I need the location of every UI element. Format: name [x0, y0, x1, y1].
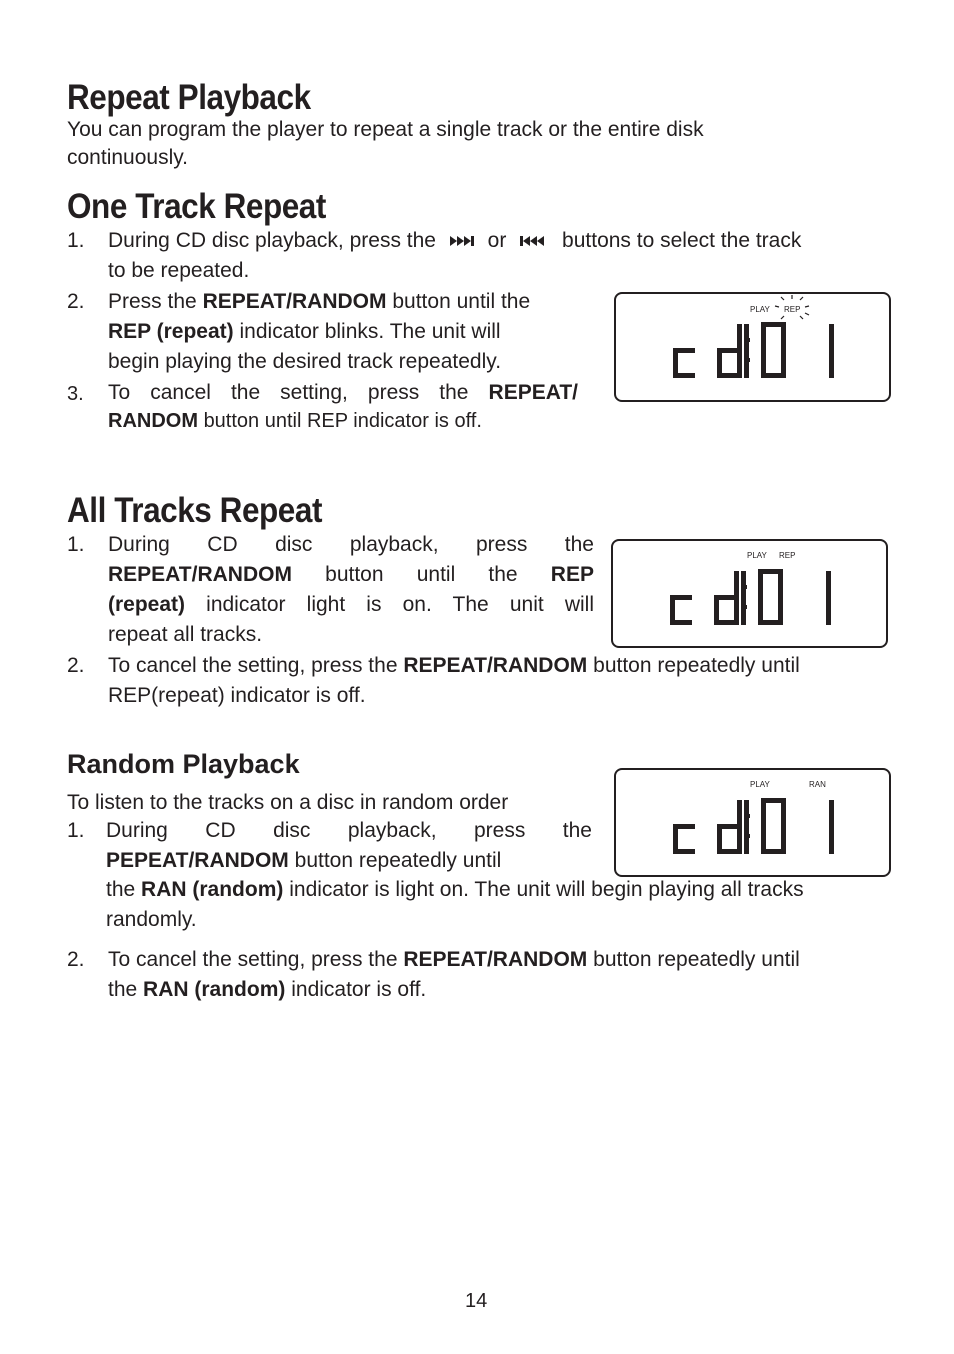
step-number: 1. [67, 229, 85, 252]
step-number: 3. [67, 383, 84, 405]
random-step2: To cancel the setting, press the REPEAT/RANDOM button repeatedly until the RAN (random) indicator is off. [108, 948, 800, 1001]
lcd-readout [616, 294, 889, 400]
all-tracks-step1: During CD disc playback, press the REPEAT/RANDOM button until the REP (repeat) indicator light is on. The unit will repeat all tracks. [108, 533, 594, 646]
skip-next-icon [448, 234, 476, 248]
rep-indicator: REP [779, 551, 796, 560]
step-number: 1. [67, 533, 85, 556]
random-playback-heading: Random Playback [67, 749, 300, 779]
random-step1-cont: the RAN (random) indicator is light on. The unit will begin playing all tracks randomly. [106, 878, 804, 931]
lcd-display-rep [611, 539, 888, 648]
step-text: During CD disc playback, press the [108, 229, 436, 252]
play-indicator: PLAY [747, 551, 767, 560]
one-track-repeat-heading: One Track Repeat [67, 187, 326, 226]
step-number: 2. [67, 654, 85, 677]
lcd-display-rep-blink [614, 292, 891, 402]
step-number: 2. [67, 290, 85, 313]
repeat-intro [67, 115, 907, 173]
step-text: buttons to select the track [562, 229, 802, 252]
one-track-step1-cont: to be repeated. [108, 259, 250, 282]
skip-previous-icon [518, 234, 546, 248]
step-number: 2. [67, 948, 85, 971]
lcd-readout [616, 770, 889, 875]
random-intro: To listen to the tracks on a disc in random order [67, 791, 509, 814]
rep-indicator: REP [784, 305, 801, 314]
repeat-intro-line2: continuously. [67, 146, 189, 169]
step-number: 1. [67, 819, 85, 842]
page-number: 14 [465, 1290, 488, 1312]
play-indicator: PLAY [750, 780, 770, 789]
step-text: or [487, 229, 507, 252]
lcd-digits [673, 322, 834, 378]
page-title: Repeat Playback [67, 78, 311, 117]
lcd-digits [670, 569, 831, 625]
all-tracks-step2: To cancel the setting, press the REPEAT/RANDOM button repeatedly until REP(repeat) indicator is off. [108, 654, 800, 707]
all-tracks-repeat-heading: All Tracks Repeat [67, 491, 322, 530]
one-track-step3: To cancel the setting, press the REPEAT/ RANDOM button until REP indicator is off. [108, 381, 579, 432]
one-track-step1 [108, 226, 872, 256]
random-step1: During CD disc playback, press the PEPEAT/RANDOM button repeatedly until [106, 819, 592, 872]
one-track-step2: Press the REPEAT/RANDOM button until the REP (repeat) indicator blinks. The unit will begin playing the desired track repeatedly. [108, 290, 531, 373]
play-indicator: PLAY [750, 305, 770, 314]
ran-indicator: RAN [809, 780, 826, 789]
lcd-display-ran [614, 768, 891, 877]
lcd-digits [673, 798, 834, 854]
repeat-intro-line1: You can program the player to repeat a single track or the entire disk [67, 118, 704, 141]
lcd-readout [613, 541, 886, 646]
